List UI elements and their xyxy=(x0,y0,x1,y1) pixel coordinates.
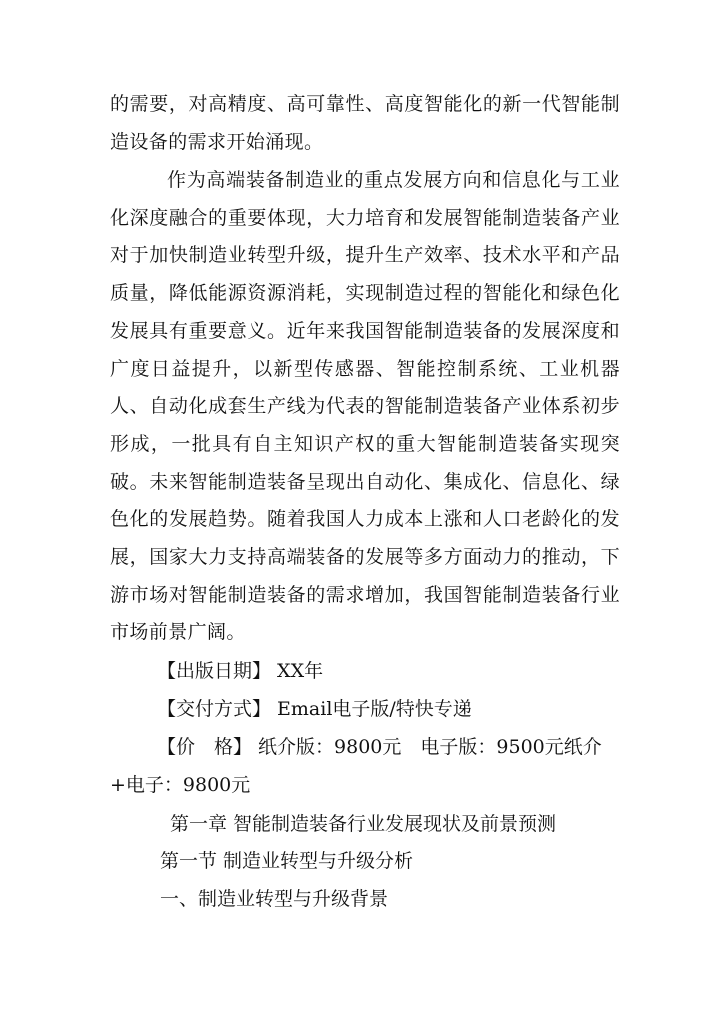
publish-date: 【出版日期】 XX年 xyxy=(157,660,324,682)
paragraph-continuation: 的需要，对高精度、高可靠性、高度智能化的新一代智能制造设备的需求开始涌现。 xyxy=(110,93,620,153)
subsection-title: 一、制造业转型与升级背景 xyxy=(160,888,389,910)
paragraph-industry-overview: 作为高端装备制造业的重点发展方向和信息化与工业化深度融合的重要体现，大力培育和发展智能制造装备产业对于加快制造业转型升级，提升生产效率、技术水平和产品质量，降低能源资源消耗，实现制造过程的智能化和绿色化发展具有重要意义。近年来我国智能制造装备的发展深度和广度日益提升，以新型传感器、智能控制系统、工业机器人、自动化成套生产线为代表的智能制造装备产业体系初步形成，一批具有自主知识产权的重大智能制造装备实现突破。未来智能制造装备呈现出自动化、集成化、信息化、绿色化的发展趋势。随着我国人力成本上涨和人口老龄化的发展，国家大力支持高端装备的发展等多方面动力的推动，下游市场对智能制造装备的需求增加，我国智能制造装备行业市场前景广阔。 xyxy=(110,169,620,644)
chapter-title: 第一章 智能制造装备行业发展现状及前景预测 xyxy=(170,813,557,835)
delivery-method: 【交付方式】 Email电子版/特快专递 xyxy=(157,698,472,720)
price-info: 【价 格】 纸介版：9800元 电子版：9500元纸介+电子：9800元 xyxy=(110,736,602,796)
section-title: 第一节 制造业转型与升级分析 xyxy=(160,850,414,872)
